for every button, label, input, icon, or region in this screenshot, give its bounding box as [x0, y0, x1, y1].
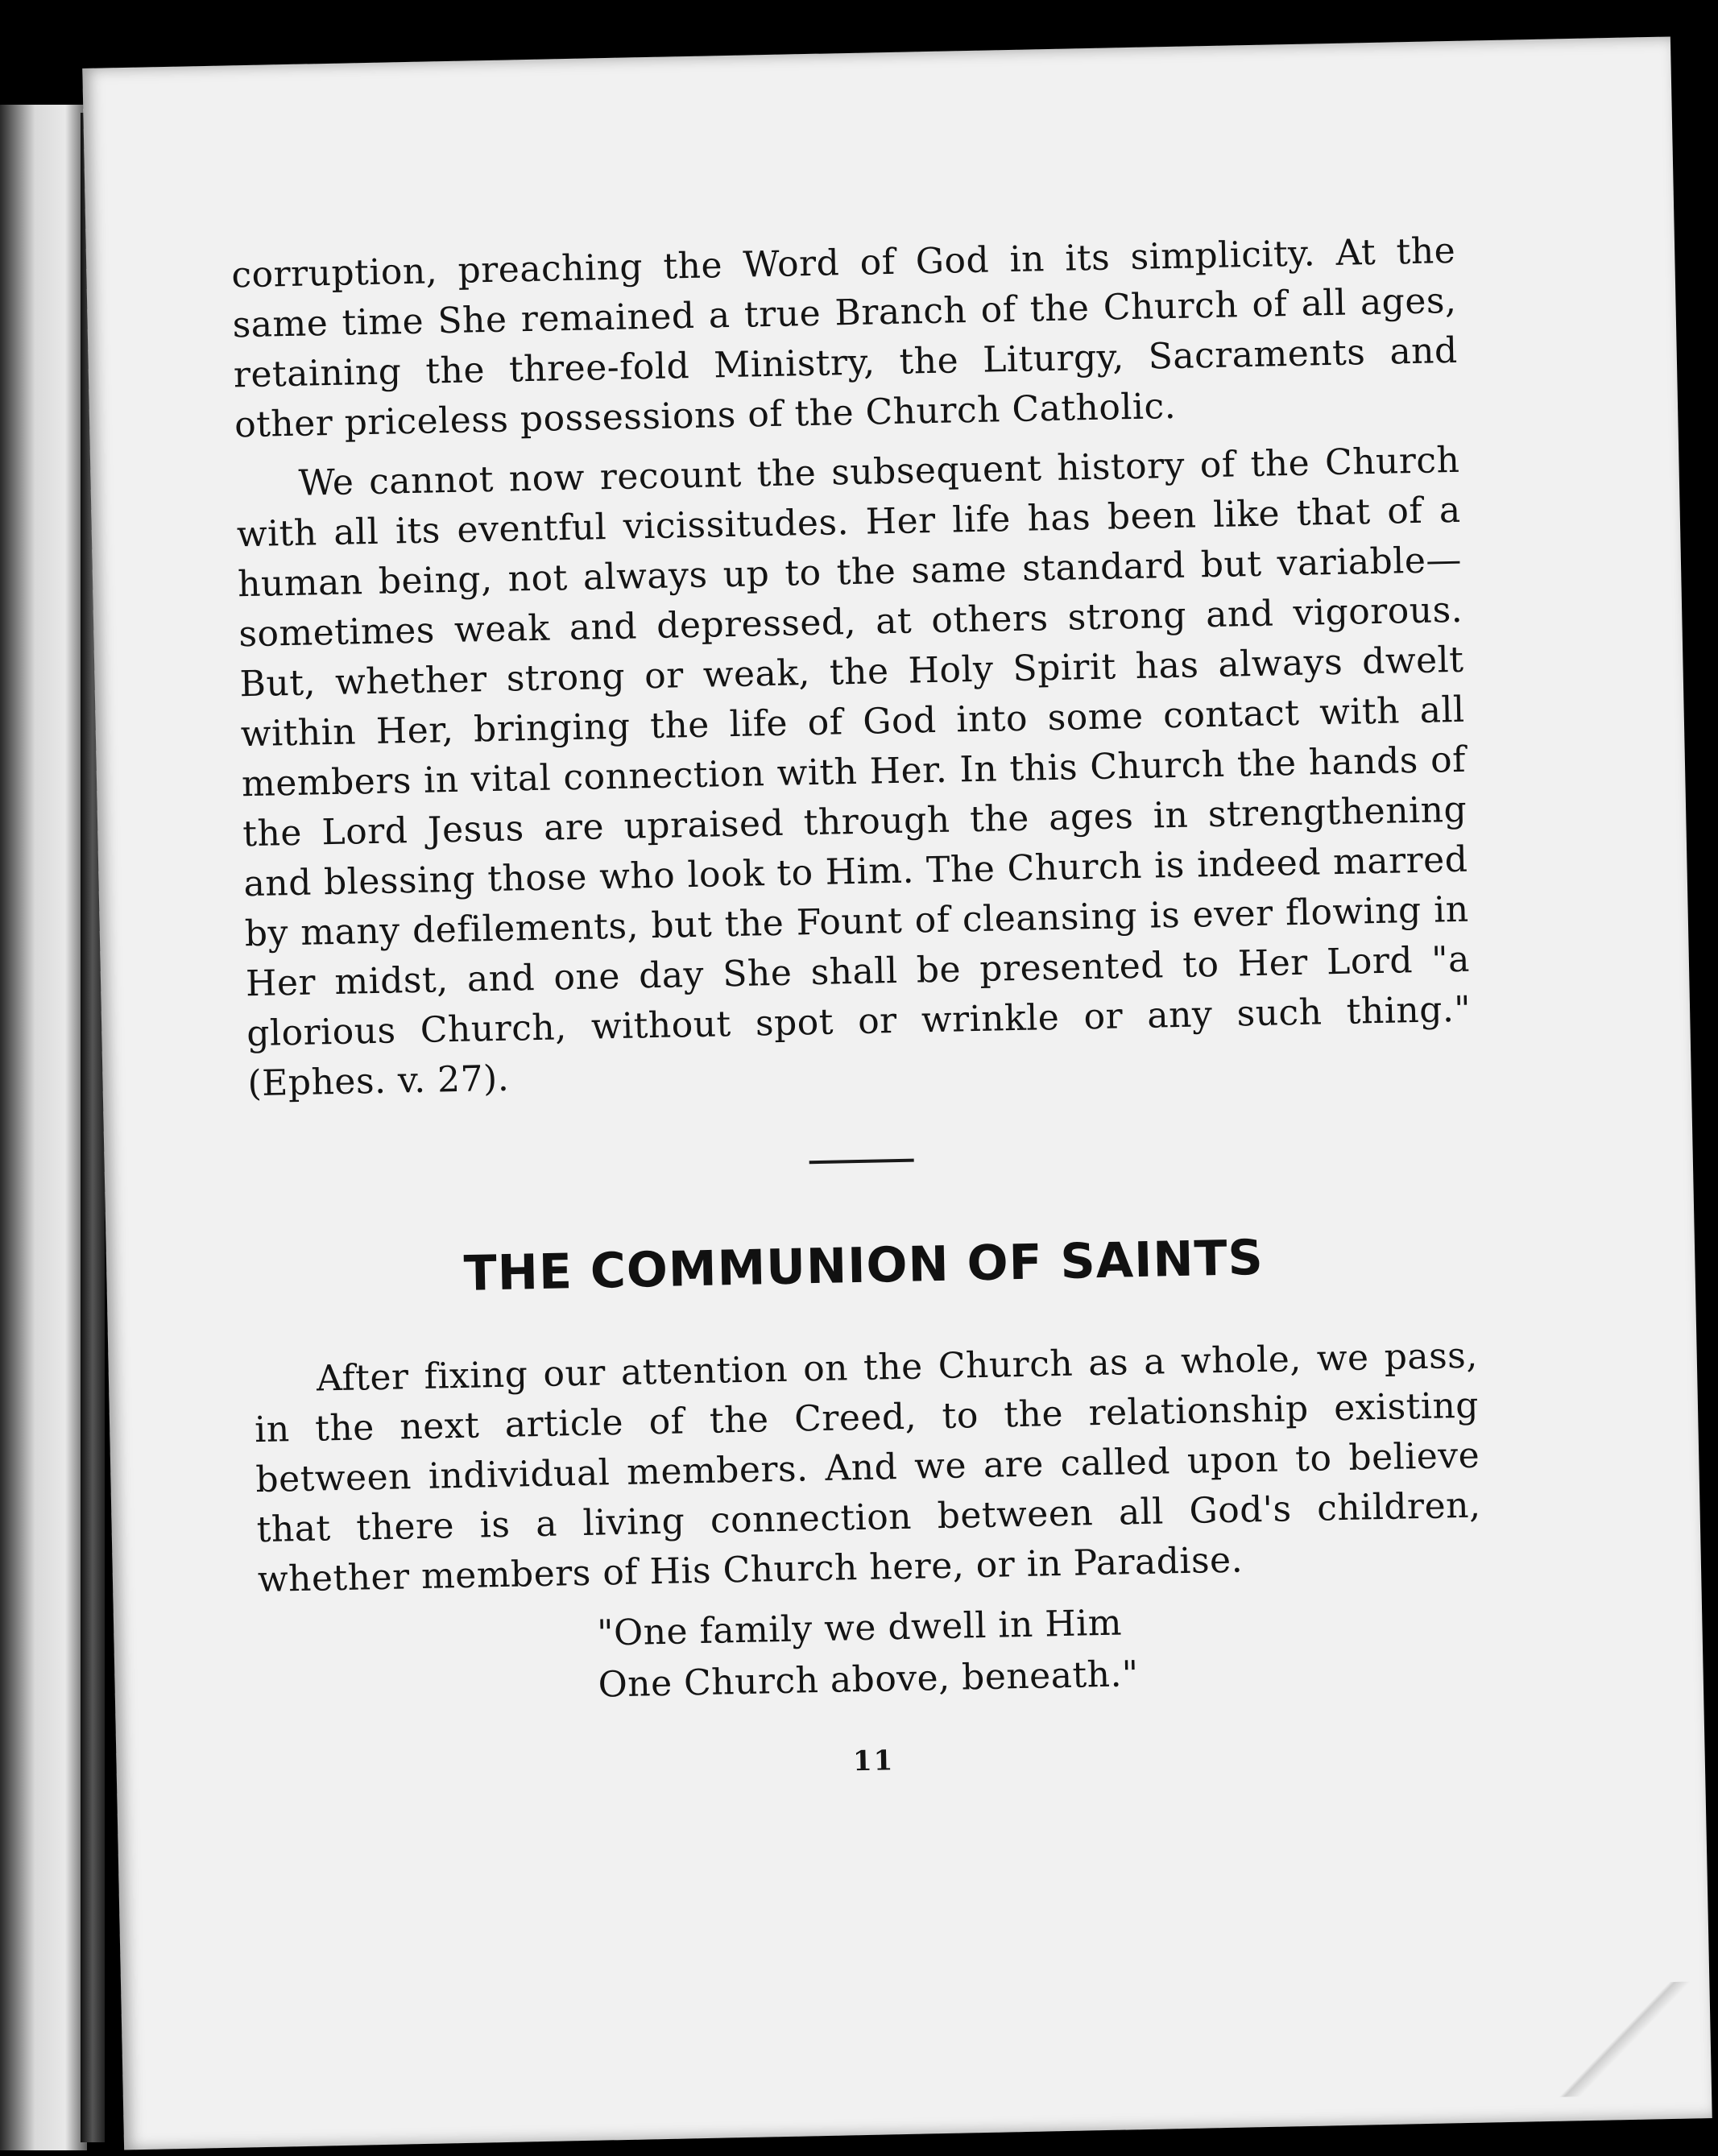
facing-page-edge: [0, 105, 87, 2150]
verse-quote: [597, 1591, 1484, 1711]
section-heading: THE COMMUNION OF SAINTS: [463, 1229, 1265, 1302]
book-page: [82, 36, 1712, 2150]
page-text-block: [231, 226, 1486, 1798]
verse-line-1: "One family we dwell in Him: [596, 1602, 1123, 1654]
paragraph-1: corruption, preaching the Word of God in its simplicity. At the same time She remained a true Branch of the Church of all ages, retaining the three-fold Ministry, the Liturgy, Sacraments and other priceless possessions of the Church Catholic.: [230, 230, 1459, 446]
paragraph-2: We cannot now recount the subsequent history of the Church with all its eventful vicissitudes. Her life has been like that of a human being, not always up to the same standard but variable—sometimes weak and depressed, at others strong and vigorous. But, whether strong or weak, the Holy Spirit has always dwelt within Her, bringing the life of God into some contact with all members in vital connection with Her. In this Church the hands of the Lord Jesus are upraised through the ages in strengthening and blessing those who look to Him. The Church is indeed marred by many defilements, but the Fount of cleansing is ever flowing in Her midst, and one day She shall be presented to Her Lord "a glorious Church, without spot or wrinkle or any such thing." (Ephes. v. 27).: [236, 439, 1472, 1105]
section-divider: [809, 1159, 914, 1165]
page-corner-curl: [1542, 1981, 1697, 2097]
paragraph-3: After fixing our attention on the Church as a whole, we pass, in the next article of the Creed, to the relationship existing between individual members. And we are called upon to believe that there is a living connection between all God's children, whether members of His Church here, or in Paradise.: [254, 1335, 1481, 1601]
verse-line-2: One Church above, beneath.": [598, 1653, 1140, 1706]
page-number: 11: [852, 1744, 895, 1778]
